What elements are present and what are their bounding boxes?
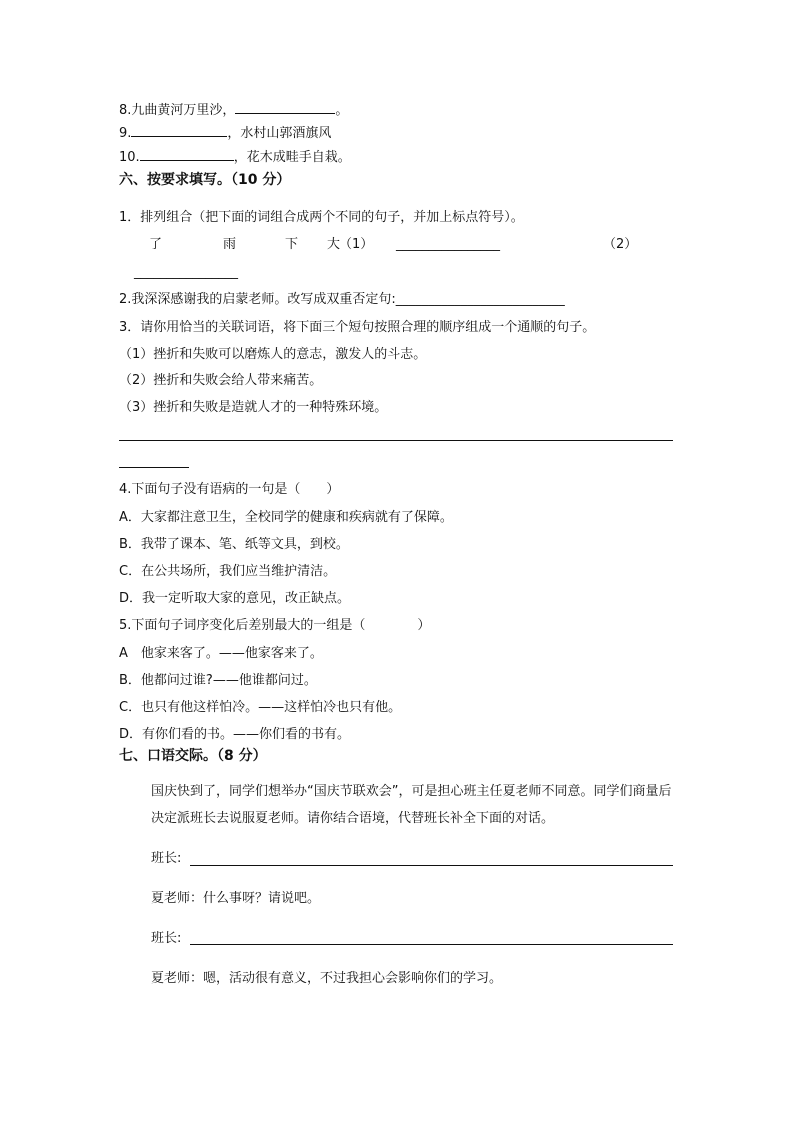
dialog-answer-line-2[interactable] — [190, 944, 673, 945]
s6q4-option-c: C．在公共场所，我们应当维护清洁。 — [119, 564, 337, 579]
s6q4-option-a: A．大家都注意卫生，全校同学的健康和疾病就有了保障。 — [119, 510, 453, 525]
s6-question-5: 5.下面句子词序变化后差别最大的一组是（ ） — [119, 618, 431, 633]
dialog-line-3: 班长: — [151, 931, 182, 946]
dialog-line-1: 班长: — [151, 851, 182, 866]
s6q5-option-d: D．有你们看的书。——你们看的书有。 — [119, 727, 351, 742]
q10-answer-blank[interactable] — [140, 148, 234, 161]
answer-label-2: （2） — [603, 237, 638, 252]
section-7-title: 七、口语交际。（8 分） — [119, 748, 267, 764]
q8-suffix: 。 — [335, 103, 349, 118]
s6-question-3: 3．请你用恰当的关联词语，将下面三个短句按照合理的顺序组成一个通顺的句子。 — [119, 320, 596, 335]
s6q3-answer-line[interactable] — [119, 440, 673, 441]
q10-prefix: 10. — [119, 150, 140, 165]
s6q5-option-b: B．他都问过谁?——他谁都问过。 — [119, 673, 317, 688]
q10-suffix: ，花木成畦手自栽。 — [233, 150, 351, 165]
word-4: 大 — [327, 237, 341, 252]
q9-answer-blank[interactable] — [131, 124, 227, 137]
q8-answer-blank[interactable] — [235, 101, 335, 114]
dialog-line-2: 夏老师：什么事呀？请说吧。 — [151, 891, 321, 906]
section-6-title: 六、按要求填写。（10 分） — [119, 172, 291, 188]
s6q5-option-a: A 他家来客了。——他家客来了。 — [119, 646, 323, 661]
s6-question-4: 4.下面句子没有语病的一句是（ ） — [119, 482, 340, 497]
q9-prefix: 9. — [119, 126, 132, 141]
answer-blank-2[interactable]: ________________ — [134, 265, 238, 280]
word-1: 了 — [149, 237, 163, 252]
question-8 — [119, 101, 348, 119]
s6q2-blank[interactable]: __________________________ — [395, 292, 565, 307]
q8-prefix: 8.九曲黄河万里沙， — [119, 103, 236, 118]
s6q3-item-2: （2）挫折和失败会给人带来痛苦。 — [119, 373, 323, 388]
s6q4-option-b: B．我带了课本、笔、纸等文具，到校。 — [119, 537, 349, 552]
s6q3-item-3: （3）挫折和失败是造就人才的一种特殊环境。 — [119, 400, 388, 415]
s6q3-answer-line-end[interactable] — [119, 467, 189, 468]
question-10 — [119, 148, 351, 166]
question-9 — [119, 124, 331, 142]
word-3: 下 — [285, 237, 299, 252]
dialog-answer-line-1[interactable] — [190, 865, 673, 866]
s6-question-2 — [119, 292, 565, 308]
answer-blank-1[interactable]: ________________ — [396, 237, 500, 252]
s6-question-1: 1．排列组合（把下面的词组合成两个不同的句子，并加上标点符号）。 — [119, 210, 524, 225]
q9-suffix: ，水村山郭酒旗风 — [227, 126, 332, 141]
answer-label-1: （1） — [339, 237, 374, 252]
s6q4-option-d: D．我一定听取大家的意见，改正缺点。 — [119, 591, 351, 606]
s6q2-text: 2.我深深感谢我的启蒙老师。改写成双重否定句: — [119, 292, 396, 307]
s6q5-option-c: C．也只有他这样怕冷。——这样怕冷也只有他。 — [119, 700, 402, 715]
word-2: 雨 — [223, 237, 237, 252]
s6q3-item-1: （1）挫折和失败可以磨炼人的意志，激发人的斗志。 — [119, 347, 427, 362]
s7-intro: 国庆快到了，同学们想举办“国庆节联欢会”，可是担心班主任夏老师不同意。同学们商量后决定派班长去说服夏老师。请你结合语境，代替班长补全下面的对话。 — [151, 784, 672, 826]
dialog-line-4: 夏老师：嗯，活动很有意义，不过我担心会影响你们的学习。 — [151, 971, 503, 986]
